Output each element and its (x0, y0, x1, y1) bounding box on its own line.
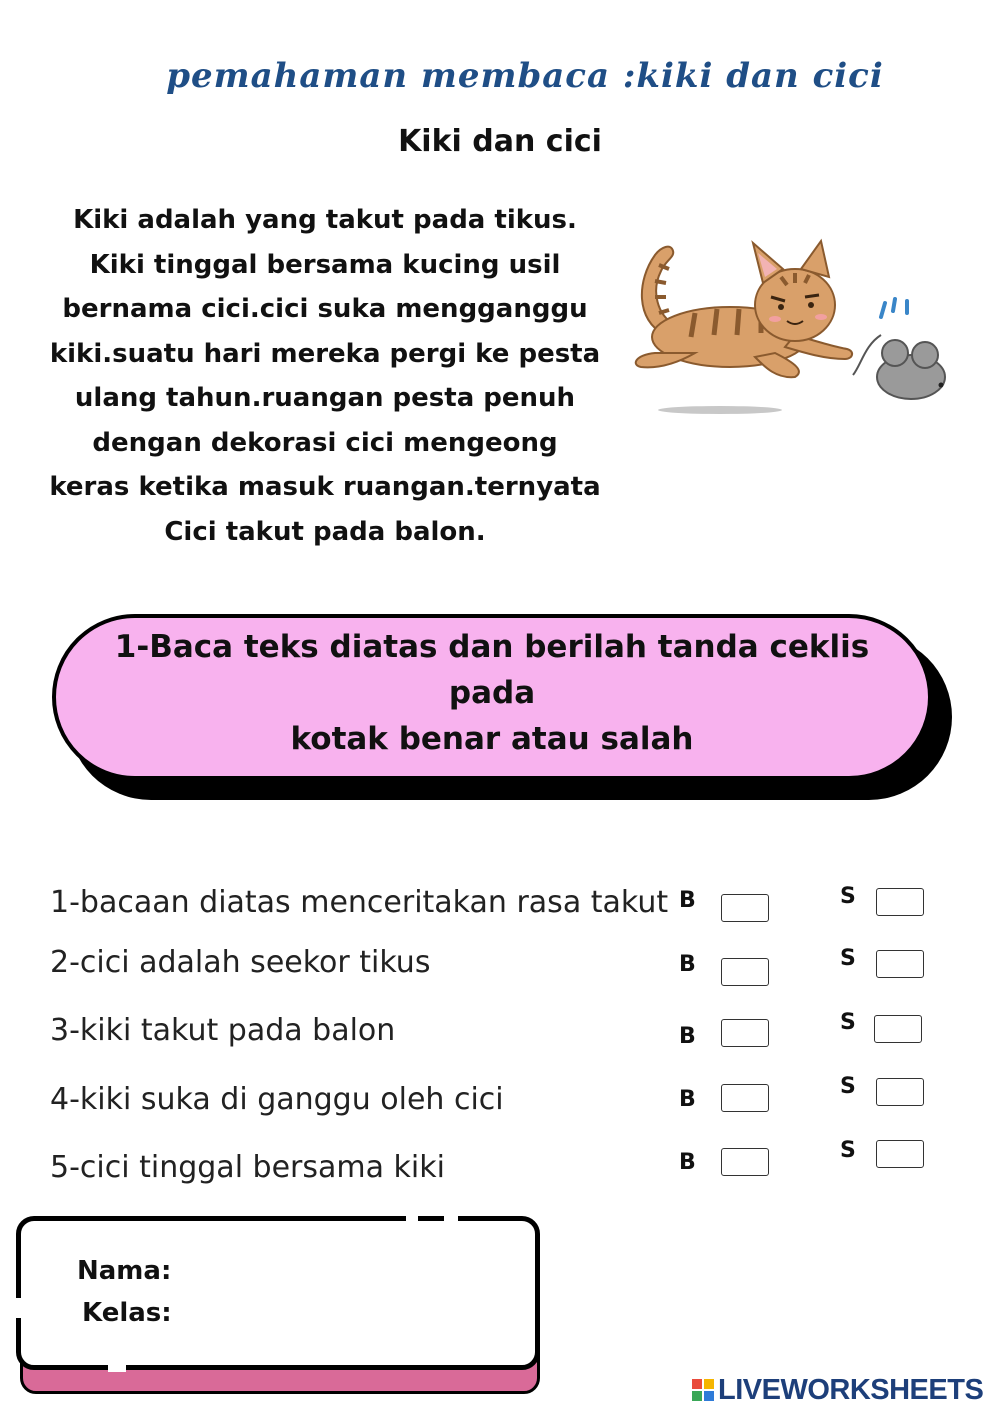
true-checkbox[interactable] (721, 1148, 769, 1176)
name-card (16, 1216, 540, 1370)
card-border-gap (406, 1214, 418, 1222)
story-text (40, 198, 610, 554)
card-border-gap (444, 1214, 458, 1222)
story-line: kiki.suatu hari mereka pergi ke pesta (49, 338, 601, 369)
instruction-text (82, 624, 902, 762)
question-text: 2-cici adalah seekor tikus (50, 945, 431, 980)
false-label: S (840, 1074, 856, 1099)
false-checkbox[interactable] (876, 950, 924, 978)
story-title: Kiki dan cici (398, 124, 602, 159)
false-checkbox[interactable] (874, 1015, 922, 1043)
instruction-banner (52, 614, 932, 780)
false-label: S (840, 884, 856, 909)
false-label: S (840, 1010, 856, 1035)
brand-text: LIVEWORKSHEETS (718, 1373, 984, 1406)
false-checkbox[interactable] (876, 888, 924, 916)
true-label: B (679, 952, 696, 977)
true-label: B (679, 1150, 696, 1175)
story-line: bernama cici.cici suka mengganggu (62, 294, 588, 324)
true-checkbox[interactable] (721, 894, 769, 922)
true-checkbox[interactable] (721, 1019, 769, 1047)
instruction-line: 1-Baca teks diatas dan berilah tanda ceklis pada (114, 629, 870, 711)
story-line: ulang tahun.ruangan pesta penuh (74, 383, 576, 413)
story-line: dengan dekorasi cici mengeong (92, 427, 558, 458)
card-border-gap (14, 1298, 22, 1318)
class-label: Kelas: (82, 1298, 172, 1328)
cat-chasing-mouse-icon (625, 225, 960, 425)
story-line: keras ketika masuk ruangan.ternyata (49, 472, 601, 502)
false-label: S (840, 1138, 856, 1163)
question-text: 1-bacaan diatas menceritakan rasa takut (50, 885, 669, 920)
true-label: B (679, 888, 696, 913)
story-line: Kiki adalah yang takut pada tikus. (73, 205, 577, 235)
liveworksheets-logo-icon (692, 1379, 714, 1401)
page-title: pemahaman membaca :kiki dan cici (166, 56, 884, 96)
question-text: 5-cici tinggal bersama kiki (50, 1150, 445, 1185)
name-label: Nama: (77, 1256, 172, 1286)
true-label: B (679, 1087, 696, 1112)
false-label: S (840, 946, 856, 971)
true-label: B (679, 1024, 696, 1049)
question-text: 3-kiki takut pada balon (50, 1013, 396, 1048)
false-checkbox[interactable] (876, 1078, 924, 1106)
story-line: Kiki tinggal bersama kucing usil (89, 249, 561, 280)
brand-logo (692, 1370, 983, 1410)
false-checkbox[interactable] (876, 1140, 924, 1168)
instruction-line: kotak benar atau salah (290, 721, 694, 757)
true-checkbox[interactable] (721, 958, 769, 986)
question-text: 4-kiki suka di ganggu oleh cici (50, 1082, 504, 1117)
true-checkbox[interactable] (721, 1084, 769, 1112)
card-border-gap (108, 1364, 126, 1372)
story-line: Cici takut pada balon. (164, 516, 486, 547)
